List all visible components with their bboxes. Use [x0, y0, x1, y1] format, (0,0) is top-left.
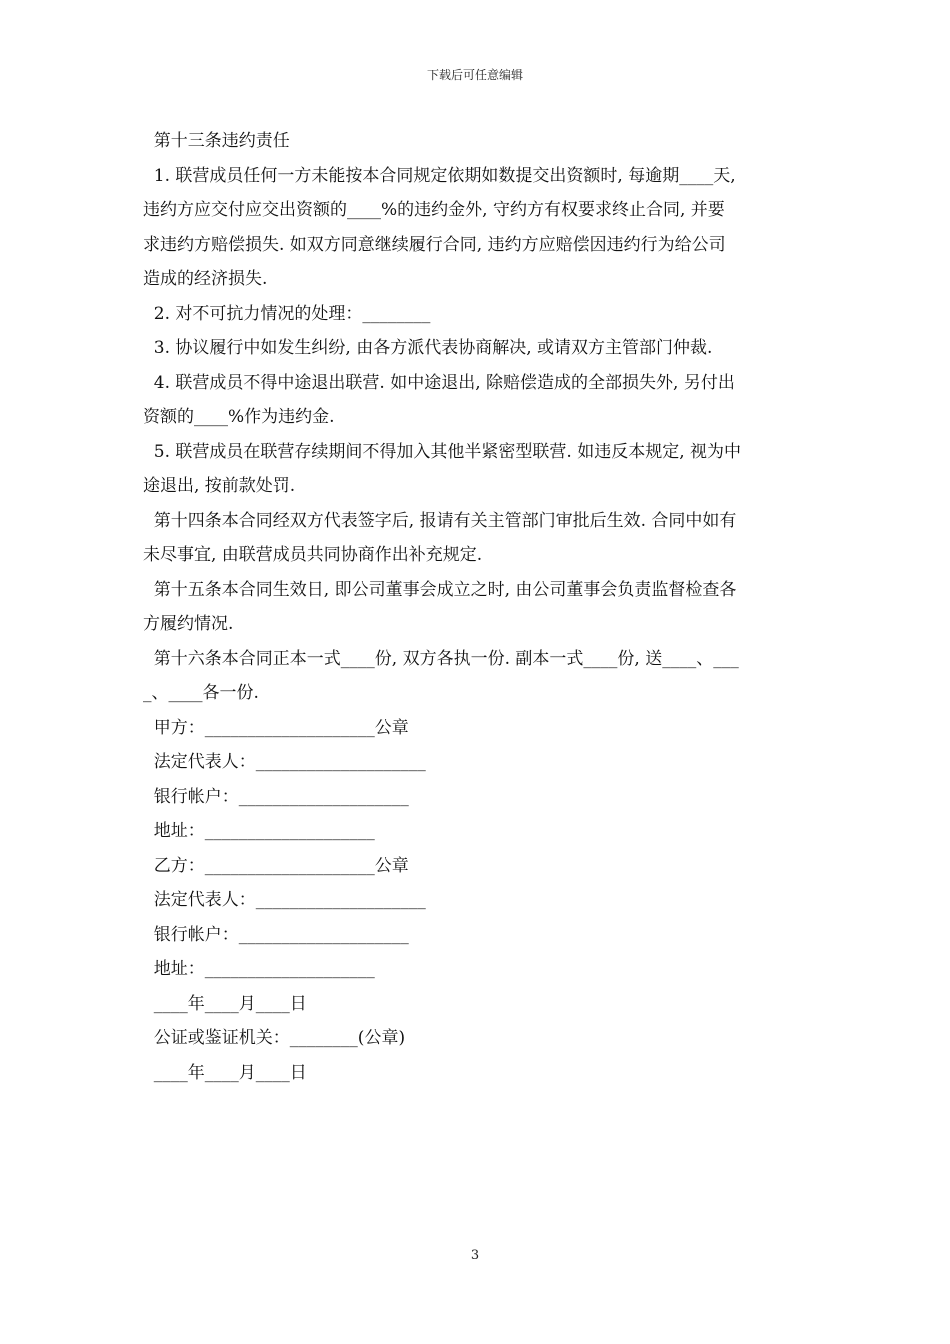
clause-13-1-line-4: 造成的经济损失. — [143, 269, 268, 289]
clause-13-5-line-1: 5. 联营成员在联营存续期间不得加入其他半紧密型联营. 如违反本规定, 视为中 — [143, 441, 742, 462]
article-16-line-1: 第十六条本合同正本一式____份, 双方各执一份. 副本一式____份, 送____、___ — [143, 648, 739, 669]
clause-13-4-line-2: 资额的____%作为违约金. — [143, 407, 335, 427]
clause-13-4-line-1: 4. 联营成员不得中途退出联营. 如中途退出, 除赔偿造成的全部损失外, 另付出 — [143, 372, 735, 393]
party-a-bank-account-line: 银行帐户：____________________ — [143, 786, 409, 807]
clause-13-3: 3. 协议履行中如发生纠纷, 由各方派代表协商解决, 或请双方主管部门仲裁. — [143, 338, 713, 358]
clause-13-1-line-2: 违约方应交付应交出资额的____%的违约金外, 守约方有权要求终止合同, 并要 — [143, 200, 725, 220]
article-14-line-1: 第十四条本合同经双方代表签字后, 报请有关主管部门审批后生效. 合同中如有 — [143, 510, 737, 531]
article-13-title: 第十三条违约责任 — [143, 131, 290, 151]
notary-date-line: ____年____月____日 — [143, 1062, 307, 1083]
clause-13-2: 2. 对不可抗力情况的处理：________ — [143, 303, 431, 324]
clause-13-1-line-1: 1. 联营成员任何一方未能按本合同规定依期如数提交出资额时, 每逾期____天, — [143, 165, 736, 186]
page-number: 3 — [470, 1248, 480, 1263]
party-b-representative-line: 法定代表人：____________________ — [143, 890, 426, 910]
document-body — [143, 124, 813, 1090]
article-14-line-2: 未尽事宜, 由联营成员共同协商作出补充规定. — [143, 545, 483, 565]
clause-13-5-line-2: 途退出, 按前款处罚. — [143, 476, 296, 496]
page-header: 下载后可任意编辑 — [426, 68, 523, 82]
signing-date-line: ____年____月____日 — [143, 993, 307, 1014]
article-15-line-1: 第十五条本合同生效日, 即公司董事会成立之时, 由公司董事会负责监督检查各 — [143, 579, 737, 600]
clause-13-1-line-3: 求违约方赔偿损失. 如双方同意继续履行合同, 违约方应赔偿因违约行为给公司 — [143, 234, 726, 255]
article-16-line-2: _、____各一份. — [143, 683, 259, 703]
notary-authority-line: 公证或鉴证机关：________(公章) — [143, 1028, 406, 1048]
party-b-bank-account-line: 银行帐户：____________________ — [143, 924, 409, 945]
party-a-address-line: 地址：____________________ — [143, 821, 375, 841]
article-15-line-2: 方履约情况. — [143, 614, 234, 634]
party-a-seal-line: 甲方：____________________公章 — [143, 717, 409, 738]
party-a-representative-line: 法定代表人：____________________ — [143, 752, 426, 772]
party-b-seal-line: 乙方：____________________公章 — [143, 855, 409, 876]
party-b-address-line: 地址：____________________ — [143, 959, 375, 979]
